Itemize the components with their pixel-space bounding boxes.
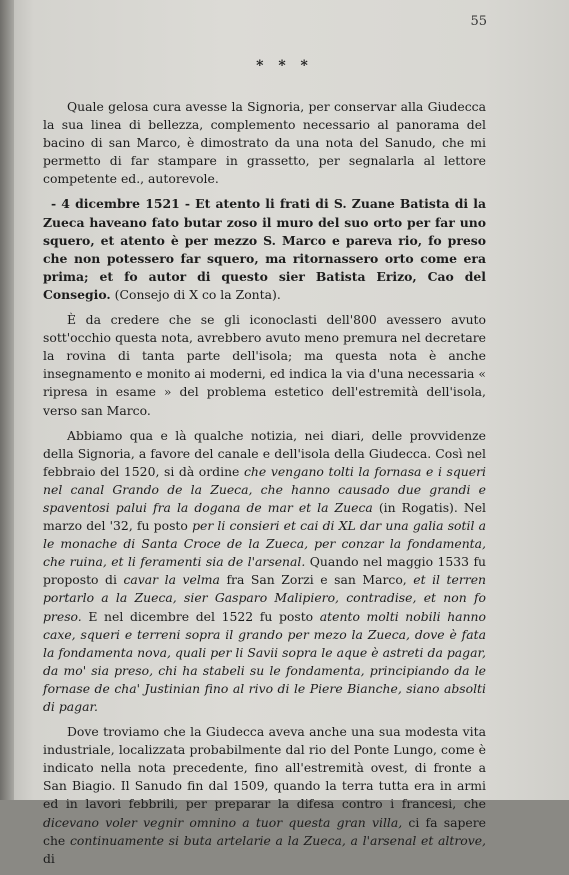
paragraph-notizie — [43, 427, 486, 717]
text-segment: fra San Zorzi e san Marco, — [219, 572, 414, 588]
italic-segment: dicevano voler vegnir omnino a tuor questa gran villa, — [43, 814, 403, 830]
section-separator: * * * — [256, 58, 313, 74]
text-segment: Quando nel maggio 1533 fu proposto di — [43, 554, 487, 588]
text-segment: Dove troviamo che la Giudecca aveva anche una sua modesta vita industriale, localizzata probabilmente dal rio del Ponte Lungo, come è indicato nella nota precedente, fino all'estremità ovest, di fronte a San Biagio. Il Sanudo fin dal 1509, quando la terra tutta era in armi ed in lavori febbrili, per preparar la difesa contro i francesi, che — [43, 724, 486, 812]
italic-segment: et il terren portarlo a la Zueca, sier Gasparo Malipiero, contradise, et non fo preso. — [43, 572, 487, 624]
paragraph-industria — [43, 723, 486, 868]
italic-segment: continuamente si buta artelarie a la Zueca, a l'arsenal et altrove, — [69, 832, 486, 848]
paragraph-iconoclasti: È da credere che se gli iconoclasti dell'800 avessero avuto sott'occhio questa nota, avrebbero avuto meno premura nel decretare la rovina di tanta parte dell'isola; ma questa nota è anche insegnamento e monito ai moderni, ed indica la via d'una necessaria « ripresa in esame » del problema estetico dell'estremità dell'isola, verso san Marco. — [43, 312, 486, 418]
text-segment: (in Rogatis). Nel marzo del '32, fu posto — [43, 499, 486, 534]
page-number: 55 — [470, 14, 487, 29]
italic-segment: per li consieri et cai di XL dar una galia sotil a le monache di Santa Croce de la Zueca, per conzar la fondamenta, che ruina, et li feramenti sia de l'arsenal. — [43, 518, 486, 570]
italic-segment: cavar la velma — [123, 572, 220, 588]
text-segment: E nel dicembre del 1522 fu posto — [81, 608, 320, 624]
italic-segment: atento molti nobili hanno caxe, squeri e terreni sopra il grando per mezo la Zueca, dove è fata la fondamenta nova, quali per li Savii sopra le aque è astreti da pagar, da mo' sia preso, chi ha stabeli su le fondamenta, principiando da le fornase de cha' Justinian fino al rivo di le Piere Bianche, siano absolti di pagar. — [43, 608, 486, 714]
body-text — [43, 98, 486, 875]
quote-paragraph — [43, 195, 486, 304]
page-spine-shadow — [0, 0, 14, 800]
quote-bold-text: - 4 dicembre 1521 - Et atento li frati di S. Zuane Batista di la Zueca haveano fato butar zoso il muro del suo orto per far uno squero, et atento è per mezzo S. Marco e pareva rio, fo preso che non potessero far squero, ma ritornassero orto come era prima; et fo autor di questo sier Batista Erizo, Cao del Consegio. — [43, 196, 486, 302]
text-segment: Abbiamo qua e là qualche notizia, nei diari, delle provvidenze della Signoria, a favore del canale e dell'isola della Giudecca. Così nel febbraio del 1520, si dà ordine — [43, 427, 486, 479]
text-segment: di — [43, 850, 55, 866]
quote-source: (Consejo di X co la Zonta). — [110, 286, 281, 302]
text-segment: ci fa sapere che — [43, 814, 486, 848]
italic-segment: che vengano tolti la fornasa e i squeri nel canal Grando de la Zueca, che hanno causado due grandi e spaventosi palui fra la dogana de mar et la Zueca — [43, 463, 486, 515]
paragraph-intro: Quale gelosa cura avesse la Signoria, per conservar alla Giudecca la sua linea di bellezza, complemento necessario al panorama del bacino di san Marco, è dimostrato da una nota del Sanudo, che mi permetto di far stampare in grassetto, per segnalarla al lettore competente ed., autorevole. — [43, 99, 486, 187]
